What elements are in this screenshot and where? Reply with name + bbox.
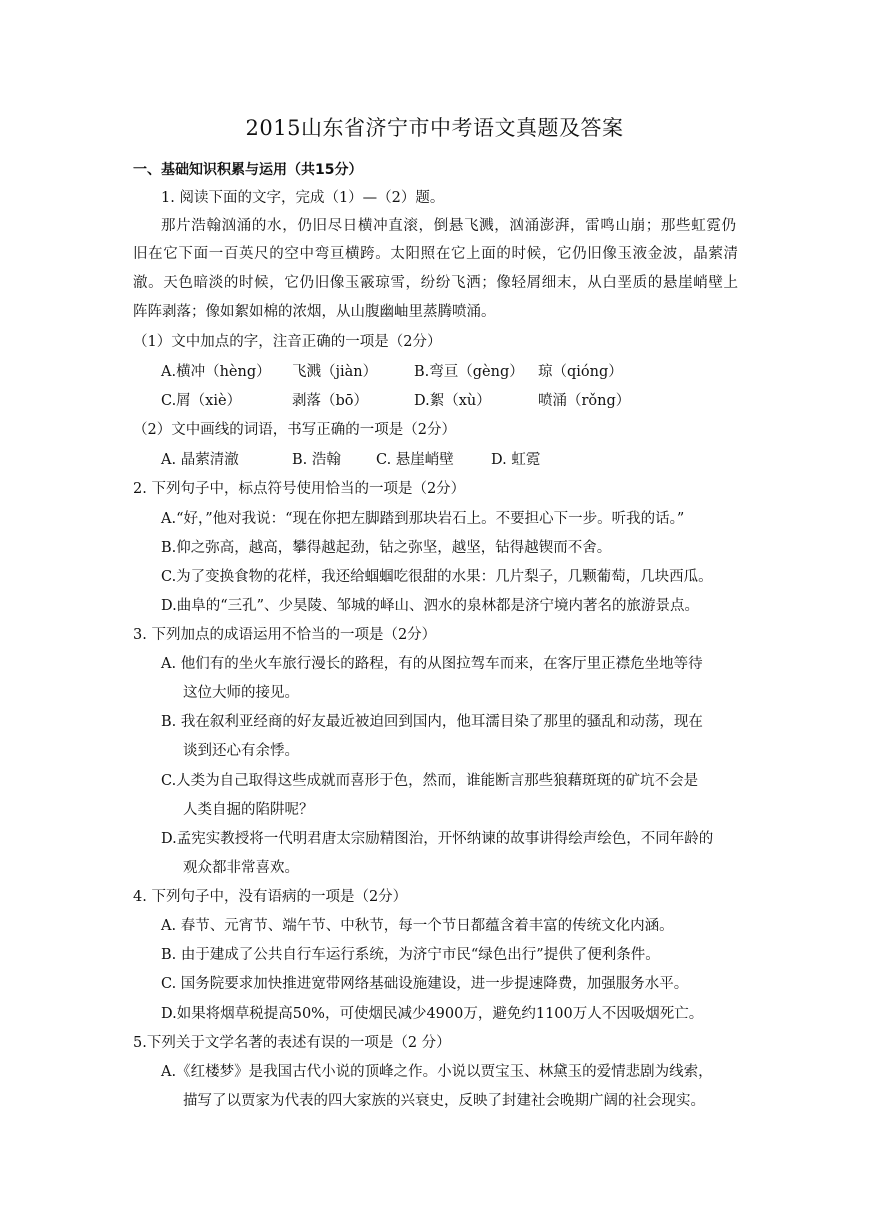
option-c-cont: 人类自掘的陷阱呢？	[183, 802, 314, 818]
option-d: D.如果将烟草税提高50%，可使烟民减少4900万，避免约1100万人不因吸烟死亡。	[161, 1006, 704, 1022]
option-c: C. 国务院要求加快推进宽带网络基础设施建设，进一步提速降费，加强服务水平。	[161, 976, 689, 992]
option-b-cont: 谈到还心有余悸。	[183, 743, 299, 759]
question-5-stem: 5.下列关于文学名著的表述有误的一项是（2 分）	[133, 1035, 451, 1051]
option-c2: 剥落（bō）	[292, 393, 369, 409]
option-d2: 喷涌（rǒng）	[538, 393, 631, 409]
option-d: D. 虹霓	[491, 452, 541, 468]
option-b: B. 浩翰	[292, 452, 341, 468]
option-b2: 琼（qióng）	[538, 364, 623, 380]
passage-line: 那片浩翰汹涌的水，仍旧尽日横冲直滚，倒悬飞溅，汹涌澎湃，雷鸣山崩；那些虹霓仍	[161, 218, 736, 234]
option-a2: 飞溅（jiàn）	[292, 364, 378, 380]
option-a: A.《红楼梦》是我国古代小说的顶峰之作。小说以贾宝玉、林黛玉的爱情悲剧为线索，	[161, 1064, 713, 1080]
option-b: B. 由于建成了公共自行车运行系统，为济宁市民“绿色出行”提供了便利条件。	[161, 947, 660, 963]
option-a-cont: 这位大师的接见。	[183, 685, 299, 701]
option-d: D.絮（xù）	[414, 393, 491, 409]
option-c: C. 悬崖峭壁	[376, 452, 454, 468]
option-d-cont: 观众都非常喜欢。	[183, 860, 299, 876]
passage-line: 阵阵剥落；像如絮如棉的浓烟，从山腹幽岫里蒸腾喷涌。	[133, 304, 496, 320]
option-a: A.横冲（hèng）	[161, 364, 271, 380]
option-a: A.“好，”他对我说：“现在你把左脚踏到那块岩石上。不要担心下一步。听我的话。”	[161, 511, 685, 527]
option-a: A. 春节、元宵节、端午节、中秋节，每一个节日都蕴含着丰富的传统文化内涵。	[161, 918, 674, 934]
option-d: D.曲阜的“三孔”、少昊陵、邹城的峄山、泗水的泉林都是济宁境内著名的旅游景点。	[161, 598, 700, 614]
subquestion-1-stem: （1）文中加点的字，注音正确的一项是（2分）	[133, 334, 442, 350]
option-a: A. 他们有的坐火车旅行漫长的路程，有的从图拉驾车而来，在客厅里正襟危坐地等待	[161, 656, 703, 672]
page-title: 2015山东省济宁市中考语文真题及答案	[245, 116, 624, 140]
option-a: A. 晶萦清澈	[161, 452, 239, 468]
option-c: C.屑（xiè）	[161, 393, 242, 409]
option-c: C.人类为自己取得这些成就而喜形于色，然而，谁能断言那些狼藉斑斑的矿坑不会是	[161, 773, 699, 789]
passage-line: 旧在它下面一百英尺的空中弯亘横跨。太阳照在它上面的时候，它仍旧像玉液金波，晶萦清	[133, 246, 738, 262]
option-b: B. 我在叙利亚经商的好友最近被迫回到国内，他耳濡目染了那里的骚乱和动荡，现在	[161, 714, 703, 730]
option-c: C.为了变换食物的花样，我还给蝈蝈吃很甜的水果：几片梨子，几颗葡萄，几块西瓜。	[161, 569, 713, 585]
question-3-stem: 3. 下列加点的成语运用不恰当的一项是（2分）	[133, 627, 437, 643]
subquestion-2-stem: （2）文中画线的词语，书写正确的一项是（2分）	[133, 422, 456, 438]
option-b: B.弯亘（gèng）	[414, 364, 524, 380]
question-1-stem: 1. 阅读下面的文字，完成（1）—（2）题。	[161, 190, 445, 206]
question-2-stem: 2. 下列句子中，标点符号使用恰当的一项是（2分）	[133, 481, 466, 497]
question-4-stem: 4. 下列句子中，没有语病的一项是（2分）	[133, 889, 408, 905]
option-b: B.仰之弥高，越高，攀得越起劲，钻之弥坚，越坚，钻得越锲而不舍。	[161, 540, 612, 556]
passage-line: 澈。天色暗淡的时候，它仍旧像玉霰琼雪，纷纷飞洒；像轻屑细末，从白垩质的悬崖峭壁上	[133, 275, 738, 291]
option-d: D.孟宪实教授将一代明君唐太宗励精图治，开怀纳谏的故事讲得绘声绘色，不同年龄的	[161, 831, 714, 847]
option-a-cont: 描写了以贾家为代表的四大家族的兴衰史，反映了封建社会晚期广阔的社会现实。	[183, 1093, 705, 1109]
section-heading: 一、基础知识积累与运用（共15分）	[133, 162, 363, 178]
